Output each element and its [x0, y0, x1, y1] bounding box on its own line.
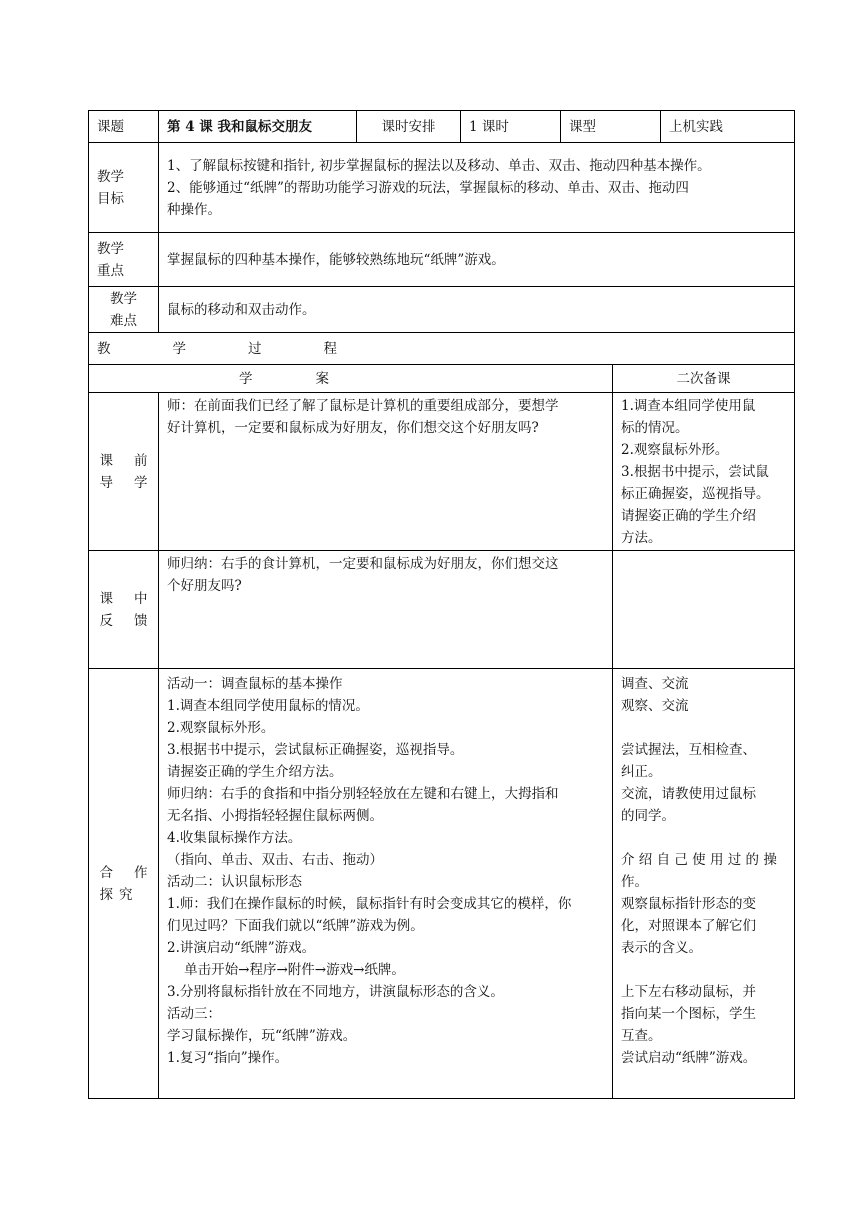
goals-text: 1、了解鼠标按键和指针, 初步掌握鼠标的握法以及移动、单击、双击、拖动四种基本操作。 2、能够通过“纸牌”的帮助功能学习游戏的玩法，掌握鼠标的移动、单击、双击、拖动四 种操作。 — [159, 143, 795, 233]
process-title: 教 学 过 程 — [89, 333, 795, 365]
lesson-plan — [88, 110, 794, 1099]
focus-label: 教学 重点 — [89, 233, 159, 287]
difficulty-text: 鼠标的移动和双击动作。 — [159, 287, 795, 333]
focus-row — [89, 233, 795, 287]
hours-label: 课时安排 — [357, 111, 461, 143]
column-header-row — [89, 365, 795, 393]
difficulty-label: 教学 难点 — [89, 287, 159, 333]
explore-side: 调查、交流 观察、交流 尝试握法，互相检查、 纠正。 交流，请教使用过鼠标 的同学。 介 绍 自 己 使 用 过 的 操 作。 观察鼠标指针形态的变 化，对照课本了解它们 表示的含义。 上下左右移动鼠标，并 指向某一个图标，学生 互查。 尝试启动“纸牌”游戏。 — [613, 669, 795, 1099]
process-row — [89, 333, 795, 365]
goals-label: 教学 目标 — [89, 143, 159, 233]
preview-row — [89, 393, 795, 551]
hours-value: 1 课时 — [461, 111, 561, 143]
preview-main: 师：在前面我们已经了解了鼠标是计算机的重要组成部分，要想学 好计算机，一定要和鼠标成为好朋友，你们想交这个好朋友吗? — [159, 393, 613, 551]
goals-row — [89, 143, 795, 233]
type-label: 课型 — [561, 111, 661, 143]
lesson-plan-table — [88, 110, 795, 1099]
subject-value: 第 4 课 我和鼠标交朋友 — [159, 111, 357, 143]
type-value: 上机实践 — [661, 111, 795, 143]
feedback-side — [613, 551, 795, 669]
second-prep-header: 二次备课 — [613, 365, 795, 393]
explore-row — [89, 669, 795, 1099]
feedback-main: 师归纳：右手的食计算机，一定要和鼠标成为好朋友，你们想交这 个好朋友吗? — [159, 551, 613, 669]
preview-side: 1.调查本组同学使用鼠 标的情况。 2.观察鼠标外形。 3.根据书中提示，尝试鼠 标正确握姿，巡视指导。 请握姿正确的学生介绍 方法。 — [613, 393, 795, 551]
feedback-row — [89, 551, 795, 669]
preview-label: 课 前 导 学 — [89, 393, 159, 551]
difficulty-row — [89, 287, 795, 333]
subject-label: 课题 — [89, 111, 159, 143]
explore-main: 活动一：调查鼠标的基本操作 1.调查本组同学使用鼠标的情况。 2.观察鼠标外形。 3.根据书中提示，尝试鼠标正确握姿，巡视指导。 请握姿正确的学生介绍方法。 师归纳：右手的食指和中指分别轻轻放在左键和右键上，大拇指和 无名指、小拇指轻轻握住鼠标两侧。 4.收集鼠标操作方法。 （指向、单击、双击、右击、拖动） 活动二：认识鼠标形态 1.师：我们在操作鼠标的时候，鼠标指针有时会变成其它的模样，你 们见过吗？下面我们就以“纸牌”游戏为例。 2.讲演启动“纸牌”游戏。 单击开始→程序→附件→游戏→纸牌。 3.分别将鼠标指针放在不同地方，讲演鼠标形态的含义。 活动三： 学习鼠标操作，玩“纸牌”游戏。 1.复习“指向”操作。 — [159, 669, 613, 1099]
feedback-label: 课 中 反 馈 — [89, 551, 159, 669]
explore-label: 合 作 探 究 — [89, 669, 159, 1099]
header-row — [89, 111, 795, 143]
focus-text: 掌握鼠标的四种基本操作，能够较熟练地玩“纸牌”游戏。 — [159, 233, 795, 287]
plan-column-header: 学 案 — [89, 365, 613, 393]
